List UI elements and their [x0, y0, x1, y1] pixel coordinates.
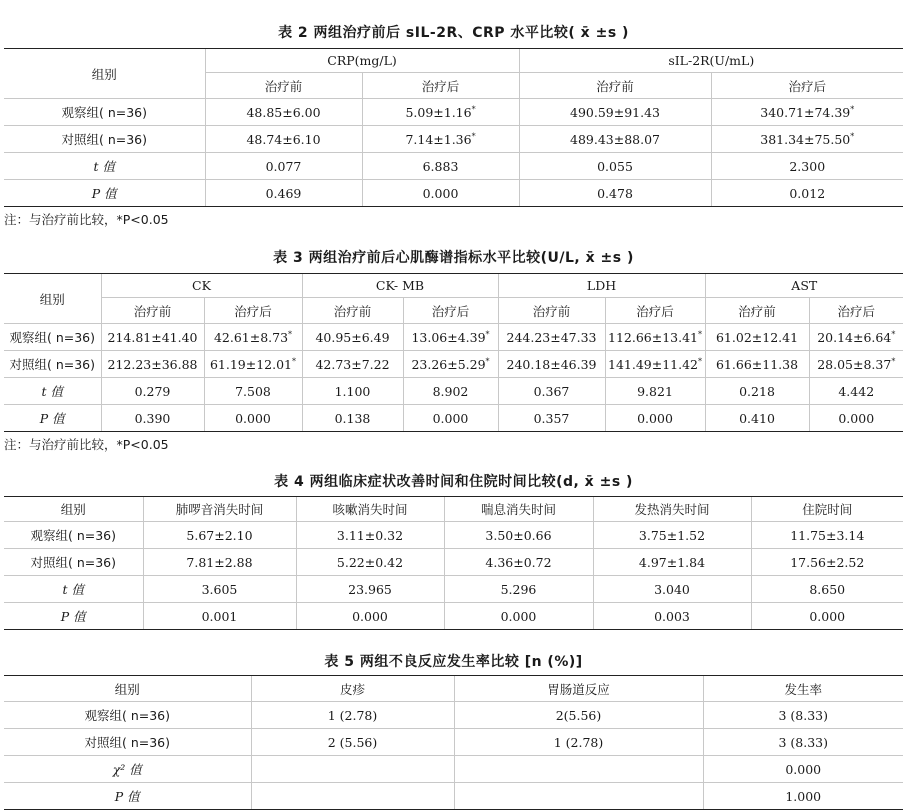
table4 [4, 496, 903, 630]
table5-title: 表 5 两组不良反应发生率比较 [n (%)] [324, 654, 583, 670]
table-cell: 42.61±8.73* [204, 324, 302, 351]
table-cell: 0.410 [705, 405, 809, 432]
table-row [4, 153, 903, 180]
table4-header: 发热消失时间 [593, 497, 751, 522]
table-row [4, 378, 903, 405]
table4-header: 肺啰音消失时间 [143, 497, 296, 522]
table-cell: 48.85±6.00 [205, 99, 362, 126]
table-cell: 0.367 [498, 378, 605, 405]
table-cell: 0.279 [101, 378, 204, 405]
table-cell: 0.001 [143, 603, 296, 630]
table-cell: 212.23±36.88 [101, 351, 204, 378]
table-cell: 244.23±47.33 [498, 324, 605, 351]
significance-marker: * [891, 329, 896, 339]
table-row [4, 783, 903, 810]
table-cell: 17.56±2.52 [751, 549, 903, 576]
table-row [4, 324, 903, 351]
table-cell: 48.74±6.10 [205, 126, 362, 153]
table-cell: 381.34±75.50* [711, 126, 903, 153]
table-cell [454, 783, 703, 810]
significance-marker: * [471, 131, 476, 141]
table-row [4, 405, 903, 432]
significance-marker: * [485, 329, 490, 339]
table-row [4, 351, 903, 378]
table2-subheader: 治疗前 [205, 73, 362, 99]
row-label: t 值 [4, 576, 143, 603]
table-cell: 7.508 [204, 378, 302, 405]
table3-subheader: 治疗前 [101, 298, 204, 324]
table-cell: 8.902 [403, 378, 498, 405]
table-cell: 0.000 [444, 603, 593, 630]
table-cell: 20.14±6.64* [809, 324, 903, 351]
table3-subheader: 治疗后 [403, 298, 498, 324]
table-cell: 1 (2.78) [251, 702, 454, 729]
table-row [4, 549, 903, 576]
table-cell: 1 (2.78) [454, 729, 703, 756]
table2-group-header: 组别 [4, 49, 205, 99]
table2-note: 注：与治疗前比较，*P<0.05 [4, 212, 169, 227]
table2-col-group-sil2r: sIL-2R(U/mL) [519, 49, 903, 73]
table-cell: 0.390 [101, 405, 204, 432]
table5-header: 组别 [4, 676, 251, 702]
table-row [4, 126, 903, 153]
table2-col-group-crp: CRP(mg/L) [205, 49, 519, 73]
table3-subheader: 治疗前 [705, 298, 809, 324]
table-cell: 7.81±2.88 [143, 549, 296, 576]
table-cell: 0.000 [296, 603, 444, 630]
table-cell: 2 (5.56) [251, 729, 454, 756]
table-cell: 23.26±5.29* [403, 351, 498, 378]
table-cell [454, 756, 703, 783]
table-cell: 3.040 [593, 576, 751, 603]
table-cell: 11.75±3.14 [751, 522, 903, 549]
table5 [4, 675, 903, 810]
significance-marker: * [485, 356, 490, 366]
table5-header: 发生率 [703, 676, 903, 702]
table3-title: 表 3 两组治疗前后心肌酶谱指标水平比较(U/L, x̄ ±s ) [273, 250, 634, 266]
row-label: 观察组( n=36) [4, 522, 143, 549]
row-label: P 值 [4, 180, 205, 207]
table4-header: 组别 [4, 497, 143, 522]
table3-subheader: 治疗前 [302, 298, 403, 324]
table-cell: 0.055 [519, 153, 711, 180]
table-row [4, 729, 903, 756]
table-cell: 5.296 [444, 576, 593, 603]
row-label: χ² 值 [4, 756, 251, 783]
table-row [4, 702, 903, 729]
table-cell: 0.138 [302, 405, 403, 432]
row-label: 对照组( n=36) [4, 549, 143, 576]
table4-title: 表 4 两组临床症状改善时间和住院时间比较(d, x̄ ±s ) [274, 474, 633, 490]
table3-subheader: 治疗后 [809, 298, 903, 324]
table3-col-group-ckmb: CK- MB [302, 274, 498, 298]
significance-marker: * [891, 356, 896, 366]
table-cell: 23.965 [296, 576, 444, 603]
table-cell: 1.100 [302, 378, 403, 405]
table2-subheader: 治疗前 [519, 73, 711, 99]
table3-note: 注：与治疗前比较，*P<0.05 [4, 437, 169, 452]
table2-subheader: 治疗后 [711, 73, 903, 99]
table3-col-group-ldh: LDH [498, 274, 705, 298]
table2-title: 表 2 两组治疗前后 sIL-2R、CRP 水平比较( x̄ ±s ) [278, 25, 629, 41]
row-label: 观察组( n=36) [4, 324, 101, 351]
table-cell: 112.66±13.41* [605, 324, 705, 351]
significance-marker: * [292, 356, 297, 366]
table4-header: 喘息消失时间 [444, 497, 593, 522]
table4-header: 咳嗽消失时间 [296, 497, 444, 522]
table-cell: 3.11±0.32 [296, 522, 444, 549]
row-label: 对照组( n=36) [4, 729, 251, 756]
table-row [4, 180, 903, 207]
table-cell: 3.605 [143, 576, 296, 603]
table-cell: 6.883 [362, 153, 519, 180]
table-cell: 5.09±1.16* [362, 99, 519, 126]
table-cell: 2(5.56) [454, 702, 703, 729]
table-cell: 3 (8.33) [703, 702, 903, 729]
table-row [4, 99, 903, 126]
table3-group-header: 组别 [4, 274, 101, 324]
table-cell: 0.000 [809, 405, 903, 432]
table-row [4, 756, 903, 783]
table-cell: 0.000 [362, 180, 519, 207]
table-cell: 4.97±1.84 [593, 549, 751, 576]
table-cell: 0.000 [703, 756, 903, 783]
table3-subheader: 治疗后 [204, 298, 302, 324]
table-cell: 0.000 [204, 405, 302, 432]
row-label: t 值 [4, 378, 101, 405]
row-label: P 值 [4, 405, 101, 432]
table-cell: 61.02±12.41 [705, 324, 809, 351]
table3-subheader: 治疗前 [498, 298, 605, 324]
table-cell: 0.000 [605, 405, 705, 432]
table3-subheader: 治疗后 [605, 298, 705, 324]
table-cell: 0.000 [403, 405, 498, 432]
row-label: P 值 [4, 603, 143, 630]
table-cell: 8.650 [751, 576, 903, 603]
table3-block [4, 247, 903, 269]
table-cell: 0.357 [498, 405, 605, 432]
table-cell: 3 (8.33) [703, 729, 903, 756]
table-row [4, 576, 903, 603]
table-cell: 240.18±46.39 [498, 351, 605, 378]
table5-header: 胃肠道反应 [454, 676, 703, 702]
table-cell: 4.442 [809, 378, 903, 405]
table3-col-group-ck: CK [101, 274, 302, 298]
table-cell: 3.50±0.66 [444, 522, 593, 549]
table4-header: 住院时间 [751, 497, 903, 522]
table-cell: 489.43±88.07 [519, 126, 711, 153]
table-cell: 5.22±0.42 [296, 549, 444, 576]
significance-marker: * [850, 104, 855, 114]
table5-block [4, 651, 903, 673]
table-cell: 0.012 [711, 180, 903, 207]
row-label: P 值 [4, 783, 251, 810]
table-cell: 61.19±12.01* [204, 351, 302, 378]
row-label: 对照组( n=36) [4, 126, 205, 153]
table-cell: 40.95±6.49 [302, 324, 403, 351]
table-row [4, 603, 903, 630]
table-cell: 13.06±4.39* [403, 324, 498, 351]
table-cell: 3.75±1.52 [593, 522, 751, 549]
table2-subheader: 治疗后 [362, 73, 519, 99]
table-cell [251, 756, 454, 783]
table-cell [251, 783, 454, 810]
table-cell: 2.300 [711, 153, 903, 180]
table-cell: 61.66±11.38 [705, 351, 809, 378]
row-label: t 值 [4, 153, 205, 180]
significance-marker: * [698, 356, 702, 366]
table-cell: 4.36±0.72 [444, 549, 593, 576]
significance-marker: * [850, 131, 855, 141]
table-cell: 0.218 [705, 378, 809, 405]
table-cell: 1.000 [703, 783, 903, 810]
significance-marker: * [288, 329, 293, 339]
table-cell: 5.67±2.10 [143, 522, 296, 549]
table3-col-group-ast: AST [705, 274, 903, 298]
table-cell: 490.59±91.43 [519, 99, 711, 126]
table-cell: 214.81±41.40 [101, 324, 204, 351]
table3 [4, 273, 903, 432]
table-cell: 0.469 [205, 180, 362, 207]
table4-block [4, 471, 903, 493]
table2 [4, 48, 903, 207]
table-cell: 141.49±11.42* [605, 351, 705, 378]
table2-block [4, 22, 903, 44]
row-label: 观察组( n=36) [4, 702, 251, 729]
table-cell: 28.05±8.37* [809, 351, 903, 378]
significance-marker: * [471, 104, 476, 114]
table-cell: 0.077 [205, 153, 362, 180]
table-row [4, 522, 903, 549]
significance-marker: * [698, 329, 702, 339]
table-cell: 340.71±74.39* [711, 99, 903, 126]
row-label: 对照组( n=36) [4, 351, 101, 378]
table-cell: 0.478 [519, 180, 711, 207]
table-cell: 0.003 [593, 603, 751, 630]
table-cell: 9.821 [605, 378, 705, 405]
table-cell: 7.14±1.36* [362, 126, 519, 153]
row-label: 观察组( n=36) [4, 99, 205, 126]
table-cell: 42.73±7.22 [302, 351, 403, 378]
table5-header: 皮疹 [251, 676, 454, 702]
table-cell: 0.000 [751, 603, 903, 630]
